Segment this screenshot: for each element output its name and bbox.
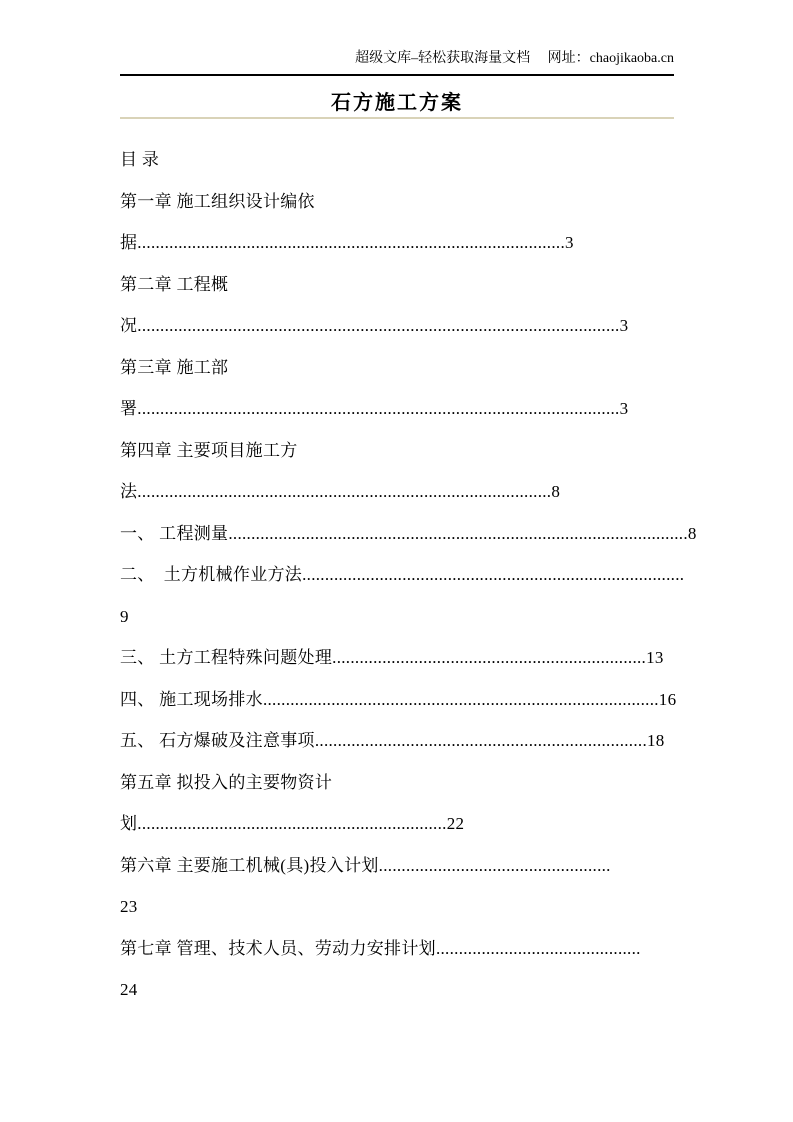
toc-line-20: 第七章 管理、技术人员、劳动力安排计划.............................................: [120, 938, 641, 958]
table-of-contents: [120, 139, 720, 1011]
toc-line-1: 目 录: [120, 150, 160, 169]
toc-line-15: 五、 石方爆破及注意事项.........................................................................18: [120, 731, 665, 750]
toc-line-8: 第四章 主要项目施工方: [120, 440, 298, 460]
header-rule: [120, 74, 674, 76]
toc-line-9: 法...........................................................................................8: [120, 482, 561, 501]
toc-line-10: 一、 工程测量.....................................................................................................8: [120, 523, 697, 543]
toc-line-3: 据..............................................................................................3: [120, 233, 574, 252]
toc-line-12: 9: [120, 606, 129, 626]
watermark-header: 超级文库–轻松获取海量文档 网址：chaojikaoba.cn: [355, 51, 674, 66]
toc-line-6: 第三章 施工部: [120, 357, 229, 377]
toc-line-19: 23: [120, 897, 138, 916]
toc-line-21: 24: [120, 980, 138, 999]
toc-line-16: 第五章 拟投入的主要物资计: [120, 772, 333, 792]
toc-line-5: 况..........................................................................................................3: [120, 316, 629, 335]
toc-line-18: 第六章 主要施工机械(具)投入计划...................................................: [120, 855, 611, 875]
toc-line-17: 划....................................................................22: [120, 814, 465, 833]
toc-line-4: 第二章 工程概: [120, 274, 229, 294]
toc-line-2: 第一章 施工组织设计编依: [120, 191, 315, 211]
toc-line-11: 二、 土方机械作业方法....................................................................................: [120, 565, 685, 584]
toc-line-13: 三、 土方工程特殊问题处理.....................................................................13: [120, 648, 664, 667]
title-rule: [120, 117, 674, 119]
toc-line-14: 四、 施工现场排水.......................................................................................16: [120, 689, 677, 709]
page-title: 石方施工方案: [331, 92, 463, 114]
toc-line-7: 署..........................................................................................................3: [120, 399, 629, 418]
